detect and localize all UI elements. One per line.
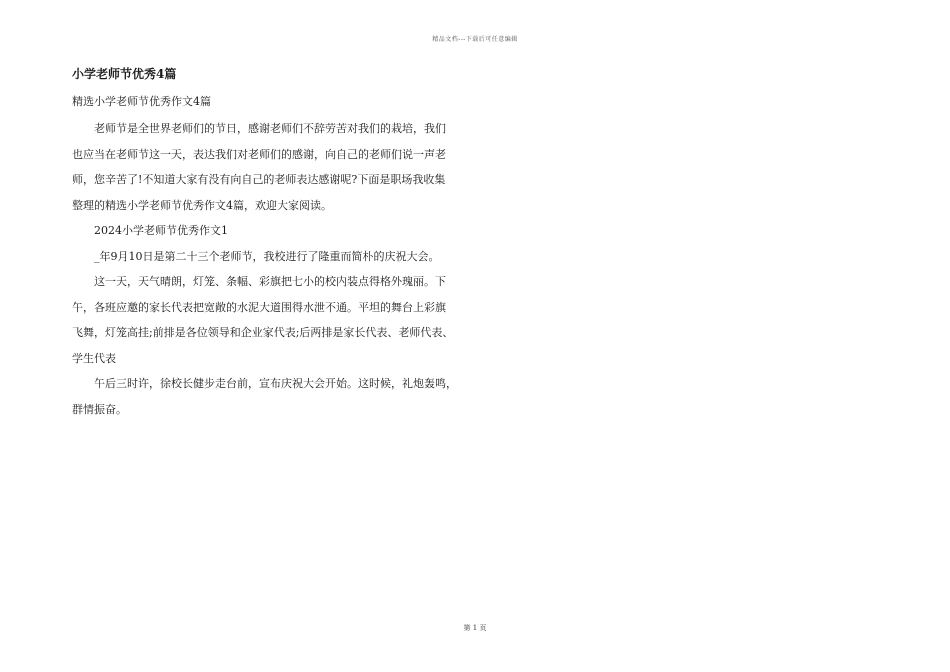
section-heading: [72, 218, 472, 244]
paragraph-ceremony: [72, 371, 472, 422]
page-header: 精品文档---下载后可任意编辑: [432, 36, 518, 43]
paragraph-line: 这一天，天气晴朗，灯笼、条幅、彩旗把七小的校内装点得格外瑰丽。下: [94, 275, 446, 288]
document-subtitle: 精选小学老师节优秀作文4篇: [72, 95, 211, 108]
paragraph-line: 也应当在老师节这一天，表达我们对老师们的感谢，向自己的老师们说一声老: [72, 147, 446, 161]
paragraph-line: 整理的精选小学老师节优秀作文4篇，欢迎大家阅读。: [72, 198, 332, 212]
paragraph-line: 群情振奋。: [72, 402, 127, 416]
page-number: 第 1 页: [463, 624, 487, 632]
paragraph-line: 午，各班应邀的家长代表把宽敞的水泥大道围得水泄不通。平坦的舞台上彩旗: [72, 300, 446, 314]
paragraph-line: 学生代表: [72, 351, 116, 365]
paragraph-line: _年9月10日是第二十三个老师节，我校进行了隆重而简朴的庆祝大会。: [94, 249, 440, 263]
paragraph-line: 飞舞，灯笼高挂;前排是各位领导和企业家代表;后两排是家长代表、老师代表、: [72, 326, 454, 339]
paragraph-date: [72, 244, 472, 270]
document-body: [72, 66, 472, 422]
document-title: 小学老师节优秀4篇: [72, 67, 177, 81]
section-heading-text: 2024小学老师节优秀作文1: [94, 224, 228, 237]
paragraph-line: 午后三时许，徐校长健步走台前，宣布庆祝大会开始。这时候，礼炮轰鸣，: [94, 377, 457, 390]
paragraph-line: 师，您辛苦了!不知道大家有没有向自己的老师表达感谢呢?下面是职场我收集: [72, 173, 446, 186]
paragraph-line: 老师节是全世界老师们的节日，感谢老师们不辞劳苦对我们的栽培，我们: [94, 122, 446, 135]
paragraph-scene: [72, 269, 472, 371]
paragraph-intro: [72, 116, 472, 218]
